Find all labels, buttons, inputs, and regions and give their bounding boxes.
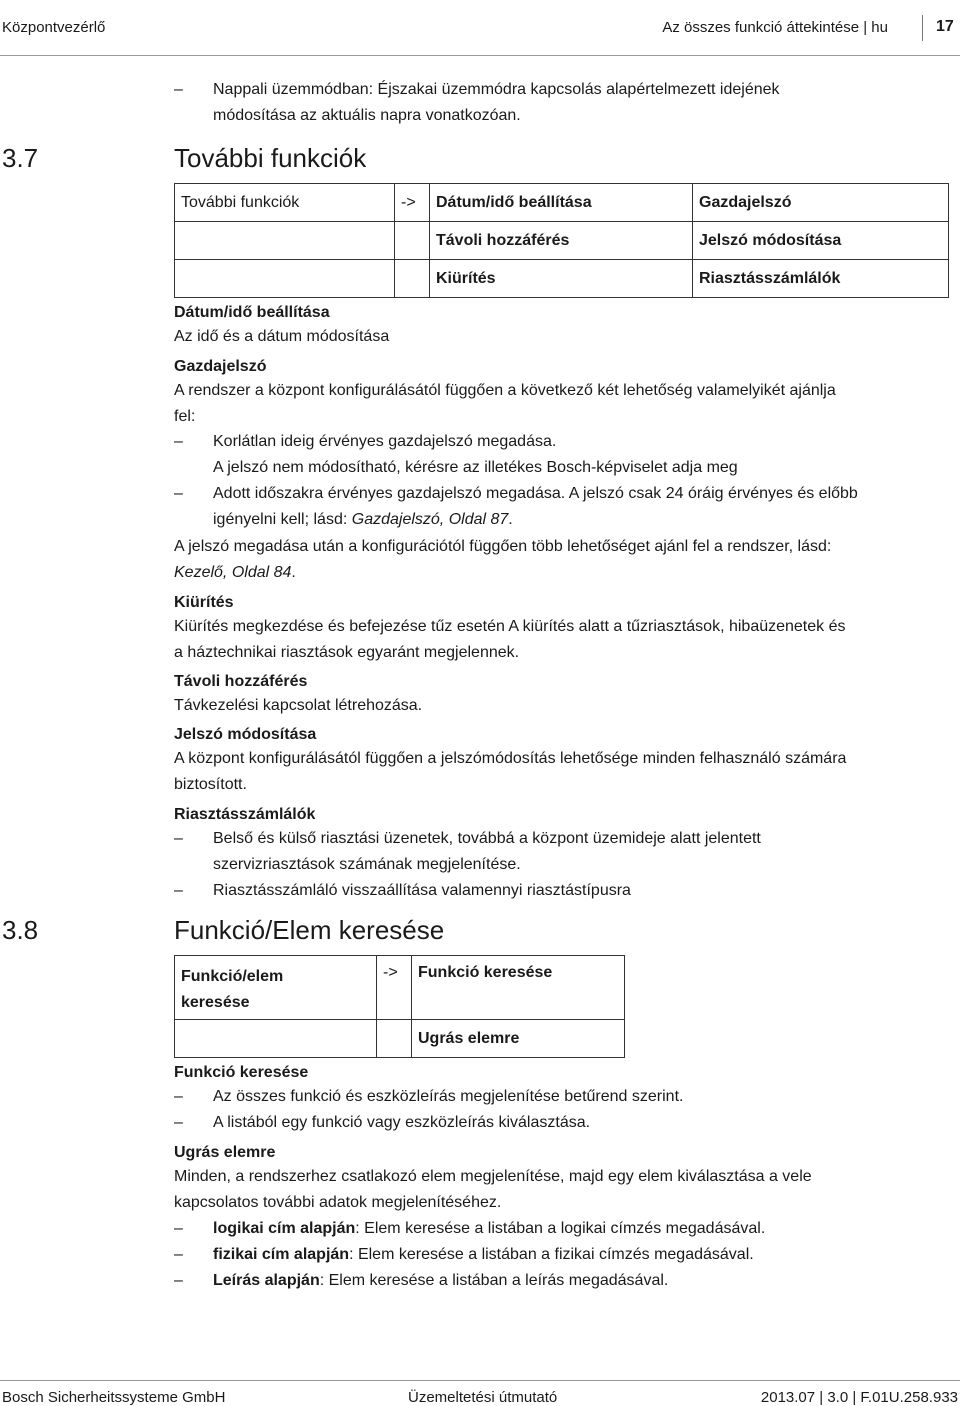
text: keresése <box>181 994 250 1011</box>
page-footer <box>0 1380 960 1406</box>
subheading-ugras: Ugrás elemre <box>174 1144 276 1161</box>
paragraph: kapcsolatos további adatok megjelenítéséhez. <box>174 1194 502 1211</box>
menu-cell-gazda: Gazdajelszó <box>693 184 949 222</box>
bullet-text: Riasztásszámláló visszaállítása valamennyi riasztástípusra <box>213 882 631 899</box>
cross-reference-link[interactable]: Gazdajelszó, Oldal 87 <box>351 511 509 528</box>
bullet-dash: – <box>174 1220 183 1237</box>
menu-cell-kiurites: Kiürítés <box>430 260 693 298</box>
menu-cell-empty <box>395 222 430 260</box>
header-divider <box>922 15 923 41</box>
menu-cell-funkcio: Funkció keresése <box>412 956 625 1020</box>
bullet-text: Adott időszakra érvényes gazdajelszó megadása. A jelszó csak 24 óráig érvényes és előbb <box>213 485 858 502</box>
bullet-text: Az összes funkció és eszközleírás megjelenítése betűrend szerint. <box>213 1088 684 1105</box>
text: Funkció/elem <box>181 968 284 985</box>
text: . <box>291 564 296 581</box>
text: . <box>508 511 513 528</box>
bullet-dash: – <box>174 81 183 98</box>
paragraph: A jelszó megadása után a konfigurációtól függően több lehetőséget ajánl fel a rendszer, lásd: <box>174 538 832 555</box>
footer-version: 2013.07 | 3.0 | F.01U.258.933 <box>760 1389 958 1406</box>
paragraph <box>174 563 296 583</box>
section-title: További funkciók <box>174 143 367 173</box>
text: : Elem keresése a listában a logikai címzés megadásával. <box>355 1220 766 1237</box>
subheading-kiurites: Kiürítés <box>174 594 234 611</box>
menu-arrow: -> <box>395 184 430 222</box>
paragraph: biztosított. <box>174 776 247 793</box>
menu-cell-riasztas: Riasztásszámlálók <box>693 260 949 298</box>
menu-cell-root <box>175 956 377 1020</box>
paragraph: Távkezelési kapcsolat létrehozása. <box>174 697 423 714</box>
subheading-datum: Dátum/idő beállítása <box>174 304 330 321</box>
menu-path-table <box>174 955 625 1058</box>
paragraph: a háztechnikai riasztások egyaránt megjelennek. <box>174 644 520 661</box>
bullet-text: Korlátlan ideig érvényes gazdajelszó megadása. <box>213 433 557 450</box>
bullet-dash: – <box>174 1272 183 1289</box>
menu-path-table <box>174 183 949 298</box>
menu-cell-empty <box>377 1020 412 1058</box>
bullet-text: Belső és külső riasztási üzenetek, továbbá a központ üzemideje alatt jelentett <box>213 830 761 847</box>
bullet-dash: – <box>174 485 183 502</box>
term: fizikai cím alapján <box>213 1246 350 1263</box>
paragraph: fel: <box>174 408 196 425</box>
paragraph: Az idő és a dátum módosítása <box>174 328 390 345</box>
bullet-dash: – <box>174 1246 183 1263</box>
footer-company: Bosch Sicherheitssysteme GmbH <box>2 1389 226 1406</box>
menu-cell-datum: Dátum/idő beállítása <box>430 184 693 222</box>
menu-cell-jelszo: Jelszó módosítása <box>693 222 949 260</box>
header-title: Központvezérlő <box>2 19 106 36</box>
bullet-text <box>213 1219 765 1239</box>
bullet-dash: – <box>174 882 183 899</box>
term: Leírás alapján <box>213 1272 320 1289</box>
section-number: 3.7 <box>2 143 39 173</box>
bullet-dash: – <box>174 830 183 847</box>
paragraph: A rendszer a központ konfigurálásától függően a következő két lehetőség valamelyikét ajánlja <box>174 382 836 399</box>
menu-cell-tavoli: Távoli hozzáférés <box>430 222 693 260</box>
bullet-text <box>213 510 513 530</box>
text: : Elem keresése a listában a fizikai címzés megadásával. <box>349 1246 754 1263</box>
footer-doc-title: Üzemeltetési útmutató <box>408 1389 558 1406</box>
menu-cell-empty <box>175 260 395 298</box>
paragraph: Kiürítés megkezdése és befejezése tűz esetén A kiürítés alatt a tűzriasztások, hibaüzenetek és <box>174 618 846 635</box>
subheading-jelszo: Jelszó módosítása <box>174 726 317 743</box>
bullet-text: A listából egy funkció vagy eszközleírás kiválasztása. <box>213 1114 591 1131</box>
page-number: 17 <box>936 18 954 35</box>
bullet-dash: – <box>174 1088 183 1105</box>
menu-cell-root: További funkciók <box>175 184 395 222</box>
subheading-gazda: Gazdajelszó <box>174 358 267 375</box>
text: igényelni kell; lásd: <box>213 511 352 528</box>
section-number: 3.8 <box>2 915 39 945</box>
menu-cell-empty <box>175 1020 377 1058</box>
paragraph: Minden, a rendszerhez csatlakozó elem megjelenítése, majd egy elem kiválasztása a vele <box>174 1168 812 1185</box>
term: logikai cím alapján <box>213 1220 356 1237</box>
subheading-tavoli: Távoli hozzáférés <box>174 673 308 690</box>
subheading-riasztas: Riasztásszámlálók <box>174 806 316 823</box>
bullet-text: szervizriasztások számának megjelenítése. <box>213 856 521 873</box>
header-section: Az összes funkció áttekintése | hu <box>662 19 888 36</box>
intro-line-1: Nappali üzemmódban: Éjszakai üzemmódra kapcsolás alapértelmezett idejének <box>213 81 780 98</box>
bullet-text <box>213 1271 668 1291</box>
intro-line-2: módosítása az aktuális napra vonatkozóan. <box>213 107 521 124</box>
cross-reference-link[interactable]: Kezelő, Oldal 84 <box>174 564 292 581</box>
paragraph: A központ konfigurálásától függően a jelszómódosítás lehetősége minden felhasználó számára <box>174 750 847 767</box>
bullet-dash: – <box>174 433 183 450</box>
section-title: Funkció/Elem keresése <box>174 915 445 945</box>
bullet-text <box>213 1245 754 1265</box>
bullet-text: A jelszó nem módosítható, kérésre az illetékes Bosch-képviselet adja meg <box>213 459 738 476</box>
page-header <box>0 0 960 56</box>
bullet-dash: – <box>174 1114 183 1131</box>
menu-arrow: -> <box>377 956 412 1020</box>
menu-cell-empty <box>395 260 430 298</box>
subheading-funkcio: Funkció keresése <box>174 1064 309 1081</box>
menu-cell-empty <box>175 222 395 260</box>
text: : Elem keresése a listában a leírás megadásával. <box>319 1272 669 1289</box>
menu-cell-ugras: Ugrás elemre <box>412 1020 625 1058</box>
